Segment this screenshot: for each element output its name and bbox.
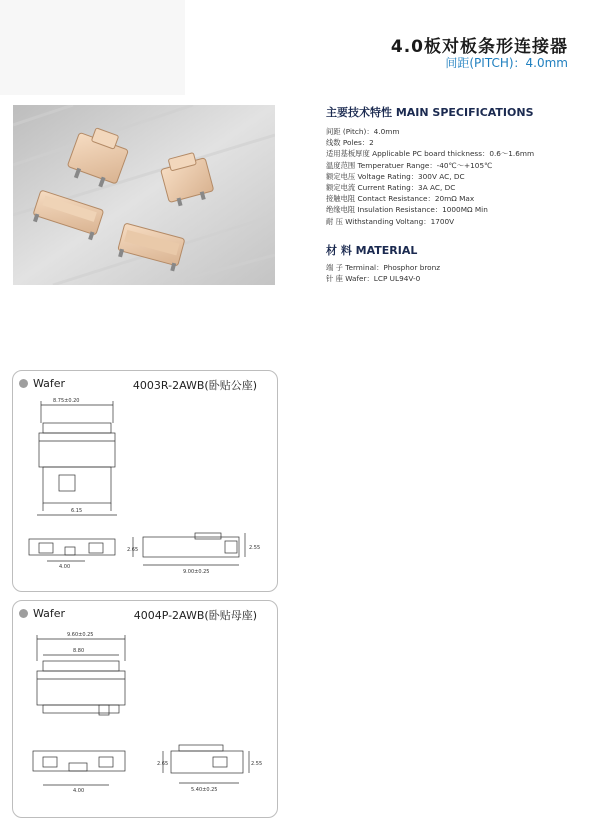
card-label-text: Wafer bbox=[33, 377, 66, 390]
specifications-heading: 主要技术特性 MAIN SPECIFICATIONS bbox=[326, 106, 534, 119]
card-label-text: Wafer bbox=[33, 607, 66, 620]
dim-pitch: 4.00 bbox=[73, 788, 85, 794]
header-shade bbox=[0, 0, 185, 95]
dim-body-width: 6.15 bbox=[71, 508, 83, 514]
material-heading: 材 料 MATERIAL bbox=[326, 244, 418, 257]
spec-item: 温度范围 Temperatuer Range：-40℃～+105℃ bbox=[326, 160, 493, 170]
product-photo bbox=[13, 105, 275, 285]
spec-item: 额定电压 Voltage Rating：300V AC, DC bbox=[326, 171, 465, 181]
spec-item: 线数 Poles：2 bbox=[326, 138, 374, 148]
dim-height-a: 2.65 bbox=[127, 547, 139, 553]
dim-pitch: 4.00 bbox=[59, 564, 71, 570]
dim-height-b: 2.55 bbox=[251, 761, 263, 767]
dim-side-length: 9.00±0.25 bbox=[183, 569, 210, 575]
specifications-list bbox=[326, 126, 534, 227]
technical-drawing-female bbox=[13, 601, 277, 817]
spec-item: 适用基板厚度 Applicable PC board thickness：0.6～1.6mm bbox=[326, 149, 535, 159]
technical-drawing-male bbox=[13, 371, 277, 591]
card-model: 4004P-2AWB(卧贴母座) bbox=[133, 609, 257, 622]
material-item: 端 子 Terminal：Phosphor bronz bbox=[326, 263, 441, 272]
dim-body-width: 8.80 bbox=[73, 648, 85, 654]
spec-item: 耐 压 Withstanding Voltang：1700V bbox=[326, 216, 455, 226]
spec-item: 接触电阻 Contact Resistance：20mΩ Max bbox=[326, 194, 475, 204]
material-list bbox=[326, 262, 440, 284]
spec-item: 绝缘电阻 Insulation Resistance：1000MΩ Min bbox=[326, 205, 488, 215]
dim-height-a: 2.65 bbox=[157, 761, 169, 767]
dim-top-width: 9.60±0.25 bbox=[67, 632, 94, 638]
drawing-card-male bbox=[12, 370, 278, 592]
drawing-card-female bbox=[12, 600, 278, 818]
page-title: 4.0板对板条形连接器 bbox=[390, 37, 568, 57]
material-item: 针 座 Wafer：LCP UL94V-0 bbox=[326, 274, 421, 284]
dim-top-width: 8.75±0.20 bbox=[53, 398, 80, 404]
dim-height-b: 2.55 bbox=[249, 545, 261, 551]
dim-side-length: 5.40±0.25 bbox=[191, 787, 218, 793]
page-subtitle: 间距(PITCH)：4.0mm bbox=[445, 56, 568, 70]
card-model: 4003R-2AWB(卧贴公座) bbox=[132, 379, 257, 392]
spec-item: 额定电流 Current Rating：3A AC, DC bbox=[326, 183, 456, 193]
spec-item: 间距 (Pitch)：4.0mm bbox=[326, 127, 400, 136]
